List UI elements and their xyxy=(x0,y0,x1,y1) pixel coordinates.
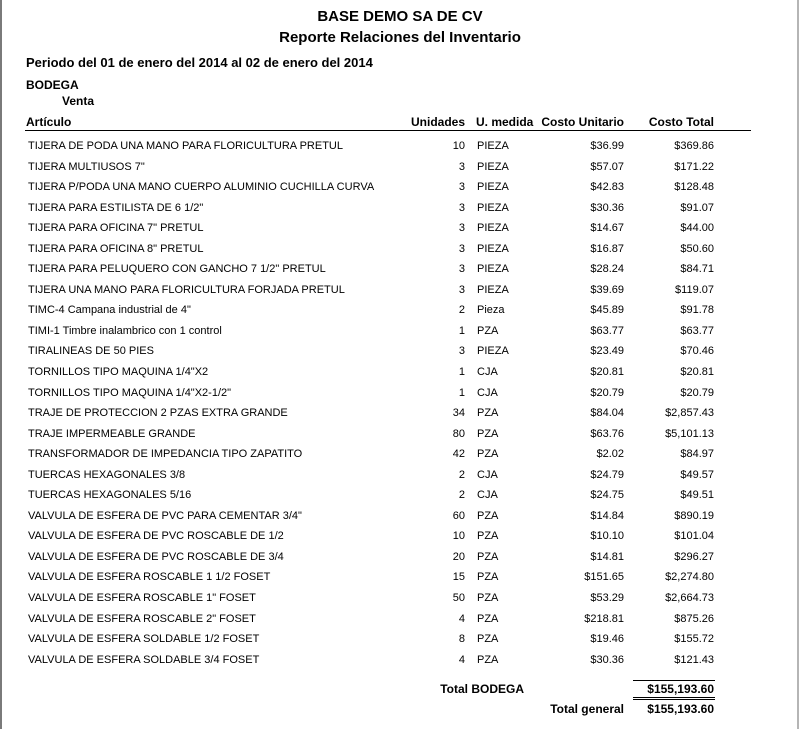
cell-unit-measure: PIEZA xyxy=(477,222,509,235)
cell-units: 4 xyxy=(458,653,465,666)
table-row xyxy=(0,383,800,404)
cell-unit-measure: PZA xyxy=(477,633,499,646)
grand-total-label: Total general xyxy=(550,702,624,716)
cell-unit-cost: $57.07 xyxy=(590,160,624,173)
cell-units: 10 xyxy=(452,530,465,543)
cell-article: TRAJE IMPERMEABLE GRANDE xyxy=(28,427,196,440)
cell-units: 50 xyxy=(452,592,465,605)
cell-units: 34 xyxy=(452,407,465,420)
cell-unit-measure: PZA xyxy=(477,612,499,625)
cell-unit-cost: $28.24 xyxy=(590,263,624,276)
cell-total-cost: $890.19 xyxy=(674,509,714,522)
cell-article: TIJERA MULTIUSOS 7" xyxy=(28,160,145,173)
cell-unit-cost: $42.83 xyxy=(590,181,624,194)
table-row xyxy=(0,136,800,157)
table-row xyxy=(0,157,800,178)
cell-unit-cost: $63.76 xyxy=(590,427,624,440)
cell-total-cost: $2,274.80 xyxy=(665,571,714,584)
cell-units: 3 xyxy=(458,201,465,214)
cell-unit-measure: PZA xyxy=(477,530,499,543)
cell-unit-measure: PZA xyxy=(477,448,499,461)
cell-unit-measure: PIEZA xyxy=(477,242,509,255)
cell-total-cost: $44.00 xyxy=(680,222,714,235)
cell-units: 3 xyxy=(458,283,465,296)
cell-units: 2 xyxy=(458,304,465,317)
cell-article: TIJERA UNA MANO PARA FLORICULTURA FORJADA PRETUL xyxy=(28,283,345,296)
cell-unit-cost: $23.49 xyxy=(590,345,624,358)
cell-units: 3 xyxy=(458,222,465,235)
cell-article: TORNILLOS TIPO MAQUINA 1/4"X2 xyxy=(28,366,209,379)
cell-unit-measure: PIEZA xyxy=(477,201,509,214)
cell-unit-measure: PIEZA xyxy=(477,263,509,276)
table-row xyxy=(0,198,800,219)
column-header-unit-measure: U. medida xyxy=(476,115,534,129)
cell-total-cost: $20.79 xyxy=(680,386,714,399)
cell-article: TIJERA PARA OFICINA 7" PRETUL xyxy=(28,222,204,235)
cell-article: TIJERA DE PODA UNA MANO PARA FLORICULTURA PRETUL xyxy=(28,140,343,152)
table-row xyxy=(0,280,800,301)
cell-total-cost: $91.07 xyxy=(680,201,714,214)
cell-article: TIRALINEAS DE 50 PIES xyxy=(28,345,154,358)
cell-units: 3 xyxy=(458,160,465,173)
cell-article: TUERCAS HEXAGONALES 5/16 xyxy=(28,489,192,502)
cell-unit-measure: PZA xyxy=(477,653,499,666)
table-row xyxy=(0,465,800,486)
cell-total-cost: $49.57 xyxy=(680,468,714,481)
table-row xyxy=(0,547,800,568)
cell-unit-measure: PZA xyxy=(477,407,499,420)
column-header-unit-cost: Costo Unitario xyxy=(541,115,624,129)
table-row xyxy=(0,629,800,650)
cell-article: TUERCAS HEXAGONALES 3/8 xyxy=(28,468,186,481)
cell-units: 80 xyxy=(452,427,465,440)
cell-unit-cost: $19.46 xyxy=(590,633,624,646)
cell-units: 8 xyxy=(458,633,465,646)
cell-units: 3 xyxy=(458,263,465,276)
cell-article: VALVULA DE ESFERA SOLDABLE 3/4 FOSET xyxy=(28,653,260,666)
cell-unit-measure: PZA xyxy=(477,550,499,563)
cell-unit-cost: $45.89 xyxy=(590,304,624,317)
cell-units: 3 xyxy=(458,345,465,358)
cell-unit-measure: CJA xyxy=(477,468,498,481)
cell-unit-measure: PZA xyxy=(477,592,499,605)
report-period: Periodo del 01 de enero del 2014 al 02 de enero del 2014 xyxy=(26,55,373,70)
total-double-rule-bottom xyxy=(633,699,715,700)
cell-article: TIJERA PARA ESTILISTA DE 6 1/2" xyxy=(28,201,204,214)
cell-units: 20 xyxy=(452,550,465,563)
cell-article: VALVULA DE ESFERA DE PVC PARA CEMENTAR 3/4" xyxy=(28,509,302,522)
cell-total-cost: $50.60 xyxy=(680,242,714,255)
table-row xyxy=(0,485,800,506)
table-row xyxy=(0,239,800,260)
cell-total-cost: $91.78 xyxy=(680,304,714,317)
grand-total-value: $155,193.60 xyxy=(647,702,714,716)
cell-article: VALVULA DE ESFERA ROSCABLE 2" FOSET xyxy=(28,612,256,625)
cell-total-cost: $875.26 xyxy=(674,612,714,625)
cell-unit-cost: $2.02 xyxy=(596,448,624,461)
cell-unit-cost: $84.04 xyxy=(590,407,624,420)
cell-unit-measure: CJA xyxy=(477,366,498,379)
cell-total-cost: $296.27 xyxy=(674,550,714,563)
cell-unit-measure: PIEZA xyxy=(477,140,509,152)
table-row xyxy=(0,321,800,342)
cell-unit-measure: PIEZA xyxy=(477,160,509,173)
cell-article: TORNILLOS TIPO MAQUINA 1/4"X2-1/2" xyxy=(28,386,232,399)
warehouse-total-label: Total BODEGA xyxy=(440,682,524,696)
cell-unit-cost: $63.77 xyxy=(590,324,624,337)
cell-article: VALVULA DE ESFERA SOLDABLE 1/2 FOSET xyxy=(28,633,260,646)
table-row xyxy=(0,588,800,609)
column-header-total-cost: Costo Total xyxy=(648,115,714,129)
cell-article: VALVULA DE ESFERA ROSCABLE 1 1/2 FOSET xyxy=(28,571,271,584)
cell-units: 3 xyxy=(458,181,465,194)
company-name: BASE DEMO SA DE CV xyxy=(317,8,483,25)
cell-units: 42 xyxy=(452,448,465,461)
header-rule xyxy=(25,130,751,131)
cell-total-cost: $171.22 xyxy=(674,160,714,173)
total-double-rule-top xyxy=(633,697,715,698)
cell-article: TIJERA PARA PELUQUERO CON GANCHO 7 1/2" PRETUL xyxy=(28,263,326,276)
cell-unit-measure: PIEZA xyxy=(477,181,509,194)
cell-unit-cost: $39.69 xyxy=(590,283,624,296)
table-row xyxy=(0,177,800,198)
cell-unit-cost: $151.65 xyxy=(584,571,624,584)
group-label: Venta xyxy=(62,94,95,108)
cell-article: TRANSFORMADOR DE IMPEDANCIA TIPO ZAPATITO xyxy=(28,448,303,461)
cell-unit-cost: $10.10 xyxy=(590,530,624,543)
cell-unit-cost: $24.79 xyxy=(590,468,624,481)
cell-total-cost: $63.77 xyxy=(680,324,714,337)
cell-article: TIJERA PARA OFICINA 8" PRETUL xyxy=(28,242,204,255)
cell-unit-measure: PIEZA xyxy=(477,345,509,358)
cell-unit-cost: $30.36 xyxy=(590,653,624,666)
cell-total-cost: $2,664.73 xyxy=(665,592,714,605)
cell-unit-measure: PZA xyxy=(477,509,499,522)
cell-units: 3 xyxy=(458,242,465,255)
inventory-table-body xyxy=(0,136,800,670)
cell-unit-cost: $218.81 xyxy=(584,612,624,625)
column-header-article: Artículo xyxy=(26,115,72,129)
table-row xyxy=(0,341,800,362)
cell-total-cost: $84.71 xyxy=(680,263,714,276)
cell-total-cost: $5,101.13 xyxy=(665,427,714,440)
cell-article: VALVULA DE ESFERA DE PVC ROSCABLE DE 1/2 xyxy=(28,530,284,543)
cell-total-cost: $121.43 xyxy=(674,653,714,666)
cell-total-cost: $84.97 xyxy=(680,448,714,461)
cell-unit-measure: Pieza xyxy=(477,304,505,317)
cell-unit-cost: $20.81 xyxy=(590,366,624,379)
cell-units: 1 xyxy=(458,366,465,379)
table-row xyxy=(0,300,800,321)
cell-total-cost: $128.48 xyxy=(674,181,714,194)
cell-units: 2 xyxy=(458,468,465,481)
cell-total-cost: $119.07 xyxy=(675,283,714,296)
cell-total-cost: $101.04 xyxy=(674,530,714,543)
table-row xyxy=(0,567,800,588)
cell-total-cost: $155.72 xyxy=(674,633,714,646)
table-row xyxy=(0,362,800,383)
cell-total-cost: $70.46 xyxy=(680,345,714,358)
cell-article: VALVULA DE ESFERA DE PVC ROSCABLE DE 3/4 xyxy=(28,550,284,563)
cell-unit-measure: CJA xyxy=(477,386,498,399)
cell-article: TIMI-1 Timbre inalambrico con 1 control xyxy=(28,324,222,337)
cell-unit-cost: $14.67 xyxy=(590,222,624,235)
cell-unit-cost: $14.81 xyxy=(590,550,624,563)
cell-units: 4 xyxy=(458,612,465,625)
table-row xyxy=(0,609,800,630)
cell-units: 15 xyxy=(452,571,465,584)
cell-unit-measure: PZA xyxy=(477,427,499,440)
cell-unit-measure: PZA xyxy=(477,571,499,584)
table-row xyxy=(0,259,800,280)
cell-unit-cost: $24.75 xyxy=(590,489,624,502)
cell-article: VALVULA DE ESFERA ROSCABLE 1" FOSET xyxy=(28,592,256,605)
cell-article: TIJERA P/PODA UNA MANO CUERPO ALUMINIO CUCHILLA CURVA xyxy=(28,181,375,194)
cell-unit-measure: PZA xyxy=(477,324,499,337)
cell-total-cost: $49.51 xyxy=(680,489,714,502)
cell-total-cost: $2,857.43 xyxy=(665,407,714,420)
cell-unit-cost: $30.36 xyxy=(590,201,624,214)
cell-units: 2 xyxy=(458,489,465,502)
table-row xyxy=(0,444,800,465)
cell-units: 60 xyxy=(452,509,465,522)
cell-unit-cost: $20.79 xyxy=(590,386,624,399)
cell-unit-cost: $53.29 xyxy=(590,592,624,605)
subtotal-rule xyxy=(633,680,715,681)
table-row xyxy=(0,424,800,445)
table-row xyxy=(0,506,800,527)
cell-units: 1 xyxy=(458,324,465,337)
table-row xyxy=(0,403,800,424)
cell-unit-cost: $36.99 xyxy=(590,140,624,152)
cell-unit-measure: PIEZA xyxy=(477,283,509,296)
cell-unit-measure: CJA xyxy=(477,489,498,502)
warehouse-total-value: $155,193.60 xyxy=(647,682,714,696)
table-row xyxy=(0,526,800,547)
report-title: Reporte Relaciones del Inventario xyxy=(279,29,521,46)
column-header-units: Unidades xyxy=(410,115,465,129)
warehouse-label: BODEGA xyxy=(26,78,79,92)
cell-article: TRAJE DE PROTECCION 2 PZAS EXTRA GRANDE xyxy=(28,407,288,420)
table-row xyxy=(0,218,800,239)
cell-units: 1 xyxy=(458,386,465,399)
table-row xyxy=(0,650,800,671)
cell-total-cost: $369.86 xyxy=(674,140,714,152)
cell-units: 10 xyxy=(452,140,465,152)
cell-unit-cost: $16.87 xyxy=(590,242,624,255)
cell-total-cost: $20.81 xyxy=(680,366,714,379)
cell-unit-cost: $14.84 xyxy=(590,509,624,522)
cell-article: TIMC-4 Campana industrial de 4" xyxy=(28,304,191,317)
